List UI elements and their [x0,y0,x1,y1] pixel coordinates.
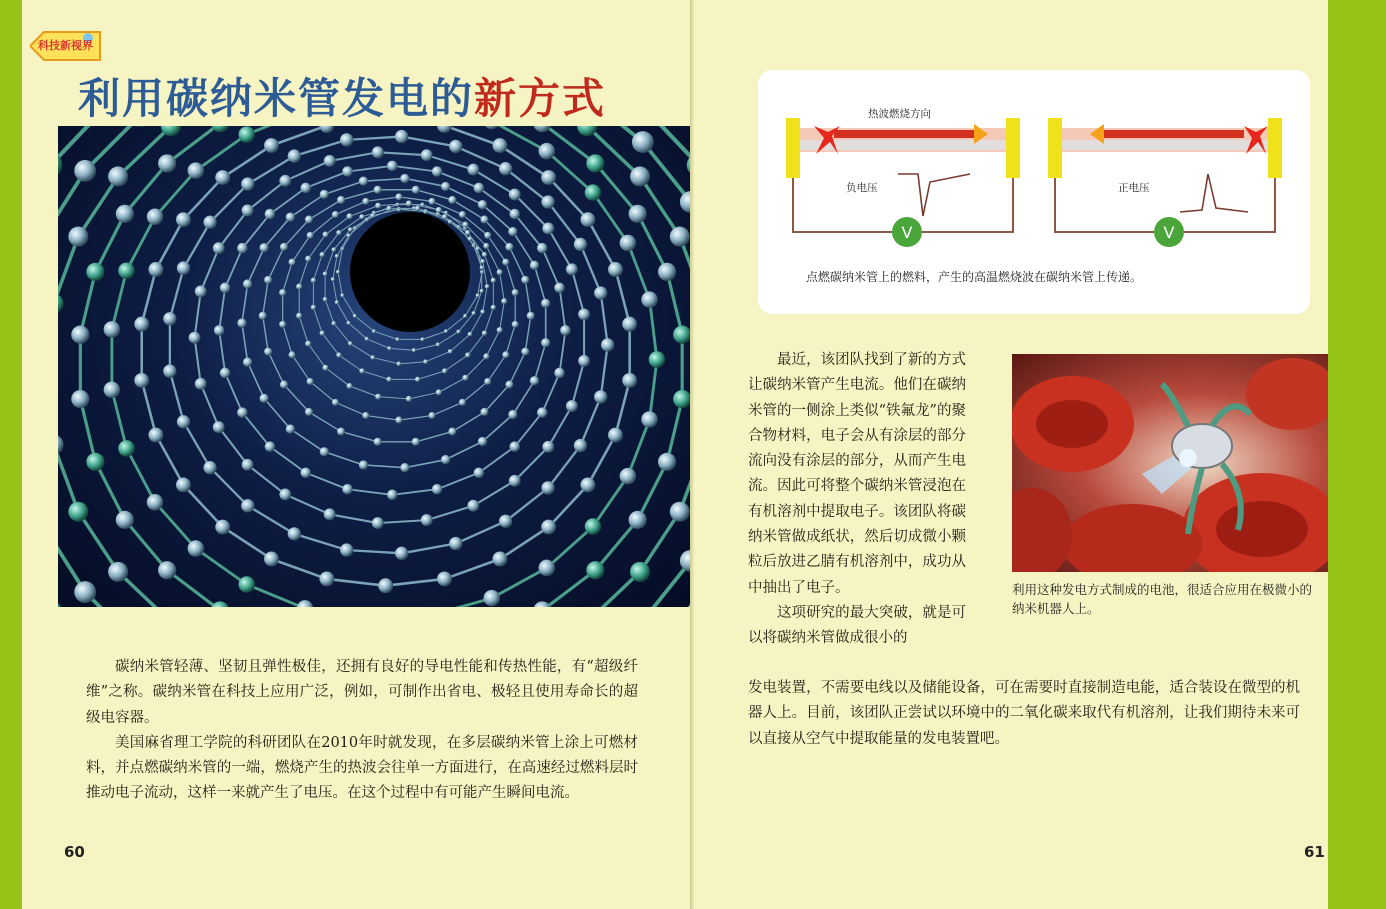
paragraph: 发电装置，不需要电线以及储能设备，可在需要时直接制造电能，适合装设在微型的机器人上。目前，该团队正尝试以环境中的二氧化碳来取代有机溶剂，让我们期待未来可以直接从空气中提取能量的发电装置吧。 [748,680,1300,747]
voltmeter-symbol: V [1163,223,1175,242]
nanotube-illustration [58,126,690,607]
left-accent-bar [0,0,22,909]
section-badge [30,30,104,62]
paragraph: 美国麻省理工学院的科研团队在2010年时就发现，在多层碳纳米管上涂上可燃材料，并点燃碳纳米管的一端，燃烧产生的热波会往单一方面进行，在高速经过燃料层时推动电子流动，这样一来就产生了电压。在这个过程中有可能产生瞬间电流。 [86,734,638,802]
page-number: 61 [1304,843,1325,861]
title-main: 利用碳纳米管发电的 [78,74,475,123]
right-page [694,0,1386,909]
right-body-text-continued [748,676,1300,752]
title-highlight: 新方式 [474,74,607,123]
left-page [0,0,690,909]
circuit-diagram [758,70,1310,260]
nanorobot-photo [1012,354,1328,572]
nanorobot-image [1012,354,1328,572]
paragraph: 最近，该团队找到了新的方式让碳纳米管产生电流。他们在碳纳米管的一侧涂上类似“铁氟龙”的聚合物材料，电子会从有涂层的部分流向没有涂层的部分，从而产生电流。因此可将整个碳纳米管浸泡在有机溶剂中提取电子。该团队将碳纳米管做成纸状，然后切成微小颗粒后放进乙腈有机溶剂中，成功从中抽出了电子。 [748,352,966,596]
paragraph: 这项研究的最大突破，就是可以将碳纳米管做成很小的 [748,604,966,647]
negative-voltage-label: 负电压 [846,182,878,194]
right-body-text [748,348,966,652]
left-body-text [86,655,638,807]
page-title [78,66,606,126]
voltmeter-symbol: V [901,223,913,242]
right-accent-bar [1328,0,1386,909]
page-number: 60 [64,843,85,861]
positive-voltage-label: 正电压 [1118,182,1150,194]
badge-text: 科技新视界 [38,39,93,52]
diagram-caption: 点燃碳纳米管上的燃料，产生的高温燃烧波在碳纳米管上传递。 [806,270,1143,284]
nanotube-image [58,126,690,607]
direction-label: 热波燃烧方向 [868,108,931,120]
diagram-card [758,70,1310,314]
photo-caption: 利用这种发电方式制成的电池，很适合应用在极微小的纳米机器人上。 [1012,582,1313,616]
paragraph: 碳纳米管轻薄、坚韧且弹性极佳，还拥有良好的导电性能和传热性能，有“超级纤维”之称。碳纳米管在科技上应用广泛，例如，可制作出省电、极轻且使用寿命长的超级电容器。 [86,659,638,726]
